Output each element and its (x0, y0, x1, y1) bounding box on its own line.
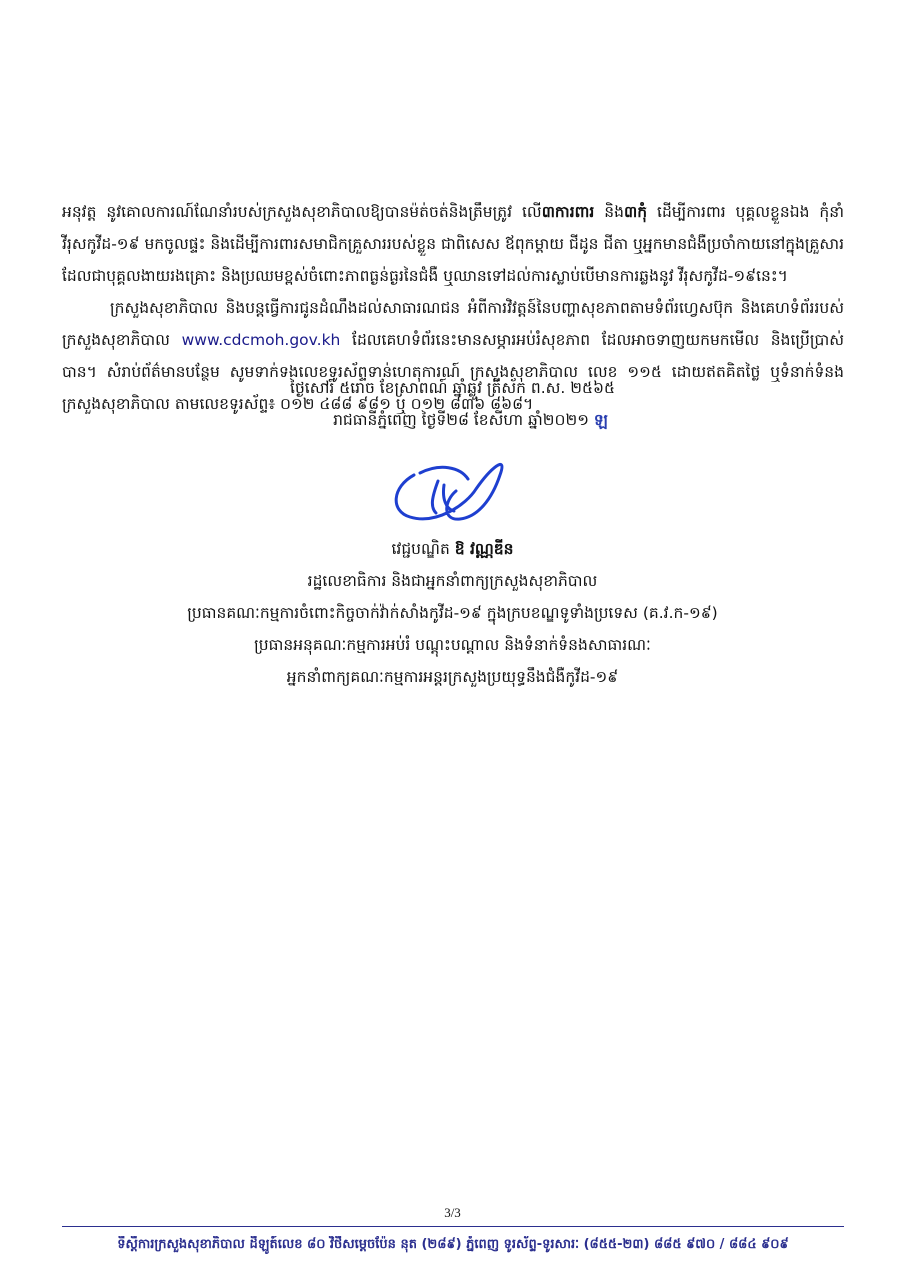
initial-mark: ឡ (593, 411, 608, 429)
footer-address: ទីស្តីការក្រសួងសុខាភិបាល ដីឡូត៍លេខ ៨០ វិថីសម្តេចប៉ែន នុត (២៨៩) ភ្នំពេញ ទូរស័ព្ទ-ទូរសារៈ (៨៥៥-២៣) ៨៨៥ ៩៧០ / ៨៨៤ ៩០៩ (117, 1237, 789, 1252)
page-number: 3/3 (444, 1205, 461, 1220)
paragraph-1-text-a: អនុវត្ត នូវគោលការណ៍ណែនាំរបស់ក្រសួងសុខាភិបាលឱ្យបានម៉ត់ចត់និងត្រឹមត្រូវ លើ (62, 203, 542, 221)
website-link[interactable]: www.cdcmoh.gov.kh (181, 331, 341, 349)
signatory-block (0, 533, 905, 693)
signatory-role-4: អ្នកនាំពាក្យគណៈកម្មការអន្តរក្រសួងប្រយុទ្ធនឹងជំងឺកូវីដ-១៩ (286, 668, 619, 686)
paragraph-1-text-c: ដើម្បីការពារ បុគ្គលខ្លួនឯង កុំនាំវីរុសកូវីដ-១៩ មកចូលផ្ទះ និងដើម្បីការពារសមាជិកគ្រួសាររបស់ខ្លួន ជាពិសេស ឪពុកម្តាយ ជីដូន ជីតា ឬអ្នកមានជំងឺប្រចាំកាយនៅក្នុងគ្រួសារ ដែលជាបុគ្គលងាយរងគ្រោះ និងប្រឈមខ្ពស់ចំពោះភាពធ្ងន់ធ្ងរនៃជំងឺ ឬឈានទៅដល់ការស្លាប់បើមានការឆ្លងនូវ វីរុសកូវីដ-១៩នេះ។ (62, 203, 844, 285)
paragraph-1 (62, 196, 844, 292)
date-place-line (0, 404, 905, 436)
signatory-title: វេជ្ជបណ្ឌិត (391, 540, 450, 558)
signature-icon (384, 445, 514, 525)
signatory-name: ឱ វណ្ណឌីន (454, 540, 514, 558)
paragraph-1-bold-b: ៣កុំ (623, 203, 648, 221)
signatory-role-1: រដ្ឋលេខាធិការ និងជាអ្នកនាំពាក្យក្រសួងសុខាភិបាល (307, 572, 598, 590)
date-block (0, 372, 905, 436)
footer-divider (62, 1226, 844, 1227)
paragraph-2-text-b: ដែលគេហទំព័រនេះមានសម្ភារអប់រំសុខភាព ដែលអាចទាញយកមកមើល និងប្រើប្រាស់បាន។ សំរាប់ព័ត៌មានបន្ថែម សូមទាក់ទងលេខទូរស័ព្ទទាន់ហេតុការណ៍ ក្រសួងសុខាភិបាល លេខ ១១៥ ដោយឥតគិតថ្លៃ ឬទំនាក់ទំនងក្រសួងសុខាភិបាល តាមលេខទូរស័ព្ទ៖ ០១២ ៤៨៨ ៩៨១ ឬ ០១២ ៨៣៦ ៨៦៨។ (62, 331, 844, 413)
paragraph-2-text-a: ក្រសួងសុខាភិបាល និងបន្តធ្វើការជូនដំណឹងដល់សាធារណជន អំពីការវិវត្តន៍នៃបញ្ហាសុខភាពតាមទំព័រហ្វេសប៊ុក និងគេហទំព័ររបស់ក្រសួងសុខាភិបាល (62, 299, 844, 349)
paragraph-1-text-b: និង (594, 203, 624, 221)
signatory-role-3: ប្រធានអនុគណៈកម្មការអប់រំ បណ្តុះបណ្តាល និងទំនាក់ទំនងសាធារណៈ (254, 636, 651, 654)
solar-date: រាជធានីភ្នំពេញ ថ្ងៃទី២៨ ខែសីហា ឆ្នាំ២០២១ (333, 411, 589, 429)
paragraph-1-bold-a: ៣ការពារ (541, 203, 595, 221)
signatory-role-2: ប្រធានគណៈកម្មការចំពោះកិច្ចចាក់វ៉ាក់សាំងកូវីដ-១៩ ក្នុងក្របខណ្ឌទូទាំងប្រទេស (គ.វ.ក-១៩) (187, 604, 718, 622)
signatory-name-line (0, 533, 905, 565)
lunar-date: ថ្ងៃសៅរ៍ ៥រោច ខែស្រាពណ៍ ឆ្នាំឆ្លូវ ត្រីស័ក ព.ស. ២៥៦៥ (290, 379, 615, 397)
